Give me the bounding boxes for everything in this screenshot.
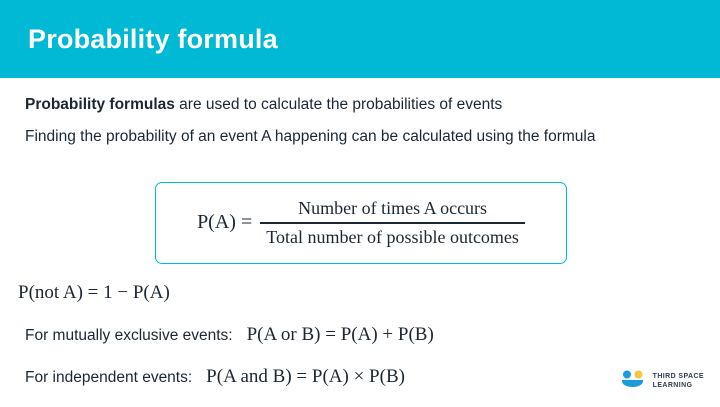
brand-logo	[620, 369, 704, 393]
probability-formula-box	[155, 182, 567, 264]
equation-independent-math: P(A and B) = P(A) × P(B)	[206, 366, 405, 387]
probability-formula	[197, 198, 525, 247]
equation-independent-label: For independent events:	[25, 369, 193, 386]
intro-paragraph-bold: Probability formulas	[25, 96, 175, 113]
formula-denominator: Total number of possible outcomes	[266, 226, 519, 247]
slide-header	[0, 0, 720, 78]
page-title: Probability formula	[28, 23, 278, 54]
equation-mutually-exclusive	[25, 324, 434, 346]
equation-independent	[25, 366, 405, 388]
third-space-learning-logo-icon	[620, 369, 646, 393]
slide-body	[0, 78, 720, 407]
formula-numerator: Number of times A occurs	[298, 198, 488, 219]
intro-paragraph	[25, 94, 685, 116]
equation-mutually-exclusive-math: P(A or B) = P(A) + P(B)	[246, 324, 434, 345]
intro-paragraph-rest: are used to calculate the probabilities of events	[174, 96, 503, 113]
equation-mutually-exclusive-label: For mutually exclusive events:	[25, 327, 233, 344]
brand-logo-line2: LEARNING	[652, 382, 693, 389]
equation-complement: P(not A) = 1 − P(A)	[18, 282, 170, 303]
formula-lhs: P(A) =	[197, 211, 253, 234]
formula-fraction	[260, 198, 525, 247]
brand-logo-text	[653, 372, 704, 391]
formula-intro-paragraph: Finding the probability of an event A happening can be calculated using the formula	[25, 128, 596, 145]
brand-logo-line1: THIRD SPACE	[652, 372, 704, 380]
